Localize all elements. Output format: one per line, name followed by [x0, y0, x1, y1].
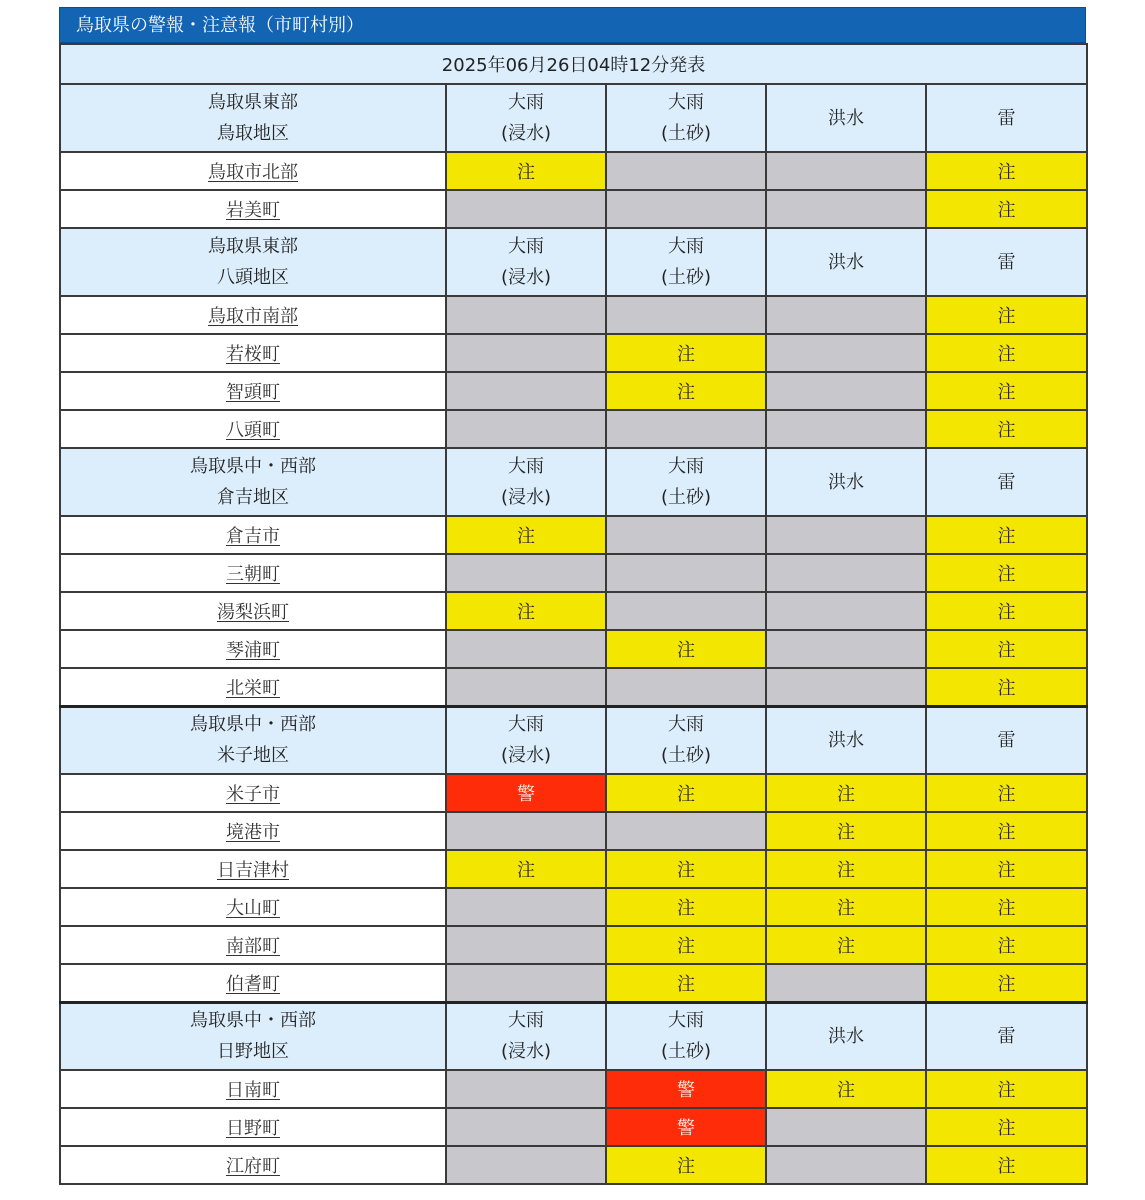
- column-header: [926, 1002, 1087, 1070]
- municipality-cell: [60, 630, 446, 668]
- column-header-line2: (土砂): [660, 745, 712, 767]
- column-header: [606, 228, 766, 296]
- no-alert-cell: [766, 372, 926, 410]
- municipality-link[interactable]: 日野町: [226, 1118, 280, 1139]
- no-alert-cell: [606, 554, 766, 592]
- area-group: [60, 706, 1087, 1002]
- area-name: 日野地区: [217, 1041, 289, 1063]
- column-header-line1: 雷: [997, 251, 1016, 273]
- column-header: [766, 448, 926, 516]
- municipality-cell: [60, 592, 446, 630]
- municipality-cell: [60, 372, 446, 410]
- no-alert-cell: [766, 516, 926, 554]
- municipality-cell: [60, 964, 446, 1002]
- column-header-line1: 大雨: [668, 1010, 704, 1032]
- municipality-link[interactable]: 日南町: [226, 1080, 280, 1101]
- municipality-cell: [60, 926, 446, 964]
- warning-table: [59, 43, 1088, 1185]
- table-row: [60, 592, 1087, 630]
- no-alert-cell: [446, 554, 606, 592]
- column-header-line2: (土砂): [660, 1041, 712, 1063]
- area-header-row: [60, 448, 1087, 516]
- column-header-line1: 大雨: [508, 714, 544, 736]
- municipality-cell: [60, 668, 446, 706]
- municipality-link[interactable]: 琴浦町: [226, 640, 280, 661]
- municipality-cell: [60, 190, 446, 228]
- column-header-line1: 大雨: [668, 714, 704, 736]
- municipality-cell: [60, 516, 446, 554]
- advisory-cell: 注: [606, 372, 766, 410]
- municipality-cell: [60, 152, 446, 190]
- advisory-cell: 注: [926, 850, 1087, 888]
- area-name-header: [60, 706, 446, 774]
- municipality-link[interactable]: 南部町: [226, 936, 280, 957]
- advisory-cell: 注: [926, 888, 1087, 926]
- column-header: [766, 84, 926, 152]
- no-alert-cell: [606, 296, 766, 334]
- municipality-link[interactable]: 岩美町: [226, 200, 280, 221]
- region-name: 鳥取県東部: [208, 236, 298, 257]
- column-header: [926, 84, 1087, 152]
- table-row: [60, 926, 1087, 964]
- advisory-cell: 注: [766, 850, 926, 888]
- column-header: [606, 1002, 766, 1070]
- area-group: [60, 84, 1087, 228]
- table-row: [60, 888, 1087, 926]
- region-name: 鳥取県中・西部: [190, 1010, 316, 1032]
- column-header-line1: 洪水: [828, 107, 864, 129]
- column-header-line2: (土砂): [660, 123, 712, 144]
- advisory-cell: 注: [926, 296, 1087, 334]
- no-alert-cell: [446, 1070, 606, 1108]
- area-group: [60, 448, 1087, 706]
- advisory-cell: 注: [926, 1146, 1087, 1184]
- municipality-cell: [60, 774, 446, 812]
- advisory-cell: 注: [926, 516, 1087, 554]
- area-name-header: [60, 228, 446, 296]
- no-alert-cell: [446, 1108, 606, 1146]
- no-alert-cell: [766, 1146, 926, 1184]
- municipality-cell: [60, 888, 446, 926]
- advisory-cell: 注: [926, 334, 1087, 372]
- column-header: [766, 706, 926, 774]
- municipality-cell: [60, 554, 446, 592]
- advisory-cell: 注: [926, 812, 1087, 850]
- table-row: [60, 774, 1087, 812]
- no-alert-cell: [446, 668, 606, 706]
- advisory-cell: 注: [926, 410, 1087, 448]
- column-header: [446, 84, 606, 152]
- area-header-row: [60, 84, 1087, 152]
- table-row: [60, 812, 1087, 850]
- column-header-line1: 雷: [997, 729, 1016, 751]
- column-header-line1: 洪水: [828, 729, 864, 751]
- advisory-cell: 注: [926, 964, 1087, 1002]
- column-header-line1: 雷: [997, 1025, 1016, 1047]
- table-row: [60, 1108, 1087, 1146]
- column-header-line1: 大雨: [508, 456, 544, 477]
- column-header-line2: (浸水): [500, 123, 552, 144]
- area-group: [60, 228, 1087, 448]
- advisory-cell: 注: [606, 1146, 766, 1184]
- advisory-cell: 注: [446, 516, 606, 554]
- advisory-cell: 注: [446, 152, 606, 190]
- municipality-link[interactable]: 若桜町: [226, 344, 280, 365]
- panel-title: 鳥取県の警報・注意報（市町村別）: [59, 7, 1086, 43]
- municipality-link[interactable]: 三朝町: [226, 564, 280, 585]
- advisory-cell: 注: [446, 850, 606, 888]
- column-header-line2: (浸水): [500, 1041, 552, 1063]
- advisory-cell: 注: [926, 630, 1087, 668]
- advisory-cell: 注: [606, 926, 766, 964]
- table-row: [60, 334, 1087, 372]
- column-header: [446, 228, 606, 296]
- area-header-row: [60, 706, 1087, 774]
- table-row: [60, 372, 1087, 410]
- no-alert-cell: [766, 592, 926, 630]
- table-row: [60, 410, 1087, 448]
- area-header-row: [60, 228, 1087, 296]
- column-header: [926, 448, 1087, 516]
- municipality-link[interactable]: 日吉津村: [217, 860, 289, 881]
- advisory-cell: 注: [606, 630, 766, 668]
- area-name-header: [60, 448, 446, 516]
- no-alert-cell: [766, 964, 926, 1002]
- column-header-line2: (浸水): [500, 745, 552, 767]
- municipality-cell: [60, 334, 446, 372]
- area-name: 米子地区: [217, 745, 289, 767]
- advisory-cell: 注: [606, 888, 766, 926]
- advisory-cell: 注: [766, 774, 926, 812]
- column-header-line1: 大雨: [668, 456, 704, 477]
- municipality-link[interactable]: 倉吉市: [226, 526, 280, 547]
- column-header-line2: (土砂): [660, 487, 712, 508]
- municipality-link[interactable]: 智頭町: [226, 382, 280, 403]
- region-name: 鳥取県東部: [208, 92, 298, 113]
- no-alert-cell: [766, 296, 926, 334]
- advisory-cell: 注: [926, 152, 1087, 190]
- column-header: [606, 448, 766, 516]
- no-alert-cell: [446, 964, 606, 1002]
- advisory-cell: 注: [926, 190, 1087, 228]
- advisory-cell: 注: [606, 850, 766, 888]
- no-alert-cell: [606, 516, 766, 554]
- advisory-cell: 注: [926, 592, 1087, 630]
- no-alert-cell: [766, 152, 926, 190]
- column-header: [766, 1002, 926, 1070]
- no-alert-cell: [446, 372, 606, 410]
- table-row: [60, 668, 1087, 706]
- no-alert-cell: [606, 668, 766, 706]
- column-header-line1: 大雨: [668, 236, 704, 257]
- column-header-line2: (浸水): [500, 487, 552, 508]
- no-alert-cell: [446, 1146, 606, 1184]
- municipality-cell: [60, 812, 446, 850]
- column-header-line1: 洪水: [828, 471, 864, 493]
- no-alert-cell: [446, 296, 606, 334]
- advisory-cell: 注: [766, 926, 926, 964]
- area-name: 倉吉地区: [217, 487, 289, 508]
- municipality-cell: [60, 1070, 446, 1108]
- region-name: 鳥取県中・西部: [190, 714, 316, 736]
- column-header-line1: 雷: [997, 471, 1016, 493]
- area-header-row: [60, 1002, 1087, 1070]
- column-header: [606, 706, 766, 774]
- no-alert-cell: [766, 334, 926, 372]
- municipality-link[interactable]: 江府町: [226, 1156, 280, 1177]
- column-header: [446, 1002, 606, 1070]
- advisory-cell: 注: [606, 774, 766, 812]
- municipality-link[interactable]: 北栄町: [226, 677, 280, 699]
- municipality-link[interactable]: 湯梨浜町: [217, 602, 289, 623]
- advisory-cell: 注: [766, 888, 926, 926]
- issued-section: [60, 44, 1087, 84]
- area-name-header: [60, 84, 446, 152]
- advisory-cell: 注: [446, 592, 606, 630]
- advisory-cell: 注: [606, 964, 766, 1002]
- area-name: 鳥取地区: [217, 123, 289, 144]
- no-alert-cell: [606, 410, 766, 448]
- no-alert-cell: [446, 812, 606, 850]
- column-header: [766, 228, 926, 296]
- no-alert-cell: [606, 152, 766, 190]
- municipality-link[interactable]: 鳥取市北部: [208, 162, 298, 183]
- advisory-cell: 注: [926, 668, 1087, 706]
- no-alert-cell: [766, 190, 926, 228]
- advisory-cell: 注: [606, 334, 766, 372]
- table-row: [60, 1146, 1087, 1184]
- column-header: [446, 706, 606, 774]
- municipality-link[interactable]: 伯耆町: [226, 973, 280, 995]
- no-alert-cell: [606, 812, 766, 850]
- column-header-line1: 洪水: [828, 1025, 864, 1047]
- column-header-line1: 大雨: [508, 236, 544, 257]
- municipality-link[interactable]: 八頭町: [226, 420, 280, 441]
- table-row: [60, 190, 1087, 228]
- no-alert-cell: [766, 668, 926, 706]
- municipality-cell: [60, 1146, 446, 1184]
- no-alert-cell: [606, 190, 766, 228]
- table-row: [60, 296, 1087, 334]
- no-alert-cell: [446, 926, 606, 964]
- no-alert-cell: [766, 554, 926, 592]
- no-alert-cell: [446, 888, 606, 926]
- column-header-line1: 大雨: [508, 92, 544, 113]
- advisory-cell: 注: [926, 372, 1087, 410]
- table-row: [60, 964, 1087, 1002]
- column-header: [926, 706, 1087, 774]
- column-header: [606, 84, 766, 152]
- column-header-line2: (浸水): [500, 267, 552, 288]
- area-name: 八頭地区: [217, 267, 289, 288]
- no-alert-cell: [766, 630, 926, 668]
- warning-panel: [59, 7, 1086, 1185]
- advisory-cell: 注: [926, 554, 1087, 592]
- column-header-line2: (土砂): [660, 267, 712, 288]
- municipality-link[interactable]: 大山町: [226, 898, 280, 919]
- table-row: [60, 152, 1087, 190]
- municipality-link[interactable]: 米子市: [226, 784, 280, 805]
- no-alert-cell: [606, 592, 766, 630]
- area-group: [60, 1002, 1087, 1184]
- area-name-header: [60, 1002, 446, 1070]
- no-alert-cell: [766, 1108, 926, 1146]
- table-row: [60, 516, 1087, 554]
- table-row: [60, 630, 1087, 668]
- region-name: 鳥取県中・西部: [190, 456, 316, 477]
- table-row: [60, 554, 1087, 592]
- no-alert-cell: [766, 410, 926, 448]
- municipality-link[interactable]: 境港市: [226, 822, 280, 843]
- column-header: [446, 448, 606, 516]
- advisory-cell: 注: [766, 812, 926, 850]
- column-header-line1: 大雨: [508, 1010, 544, 1032]
- advisory-cell: 注: [926, 1108, 1087, 1146]
- warning-cell: 警: [606, 1108, 766, 1146]
- column-header-line1: 大雨: [668, 92, 704, 113]
- municipality-cell: [60, 410, 446, 448]
- issued-time: 2025年06月26日04時12分発表: [60, 44, 1087, 84]
- municipality-cell: [60, 850, 446, 888]
- warning-cell: 警: [606, 1070, 766, 1108]
- column-header: [926, 228, 1087, 296]
- no-alert-cell: [446, 410, 606, 448]
- column-header-line1: 洪水: [828, 251, 864, 273]
- no-alert-cell: [446, 190, 606, 228]
- column-header-line1: 雷: [997, 107, 1016, 129]
- municipality-link[interactable]: 鳥取市南部: [208, 306, 298, 327]
- municipality-cell: [60, 1108, 446, 1146]
- municipality-cell: [60, 296, 446, 334]
- advisory-cell: 注: [926, 774, 1087, 812]
- no-alert-cell: [446, 630, 606, 668]
- advisory-cell: 注: [926, 1070, 1087, 1108]
- no-alert-cell: [446, 334, 606, 372]
- table-row: [60, 1070, 1087, 1108]
- table-row: [60, 850, 1087, 888]
- advisory-cell: 注: [766, 1070, 926, 1108]
- warning-cell: 警: [446, 774, 606, 812]
- advisory-cell: 注: [926, 926, 1087, 964]
